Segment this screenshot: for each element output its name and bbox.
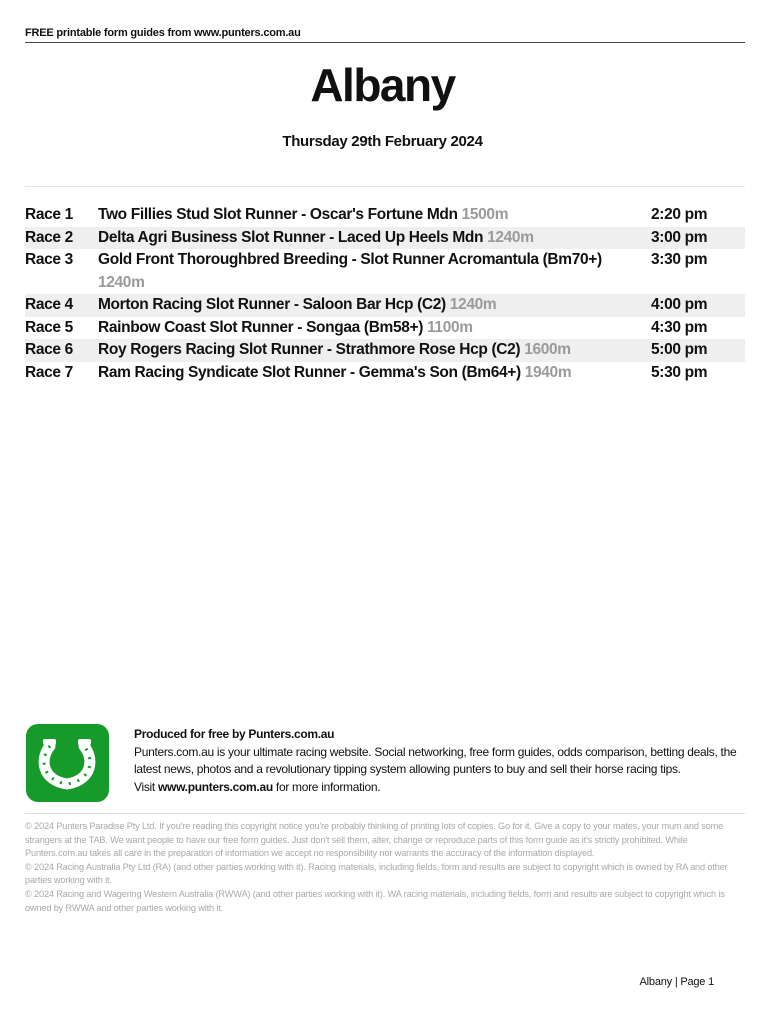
race-name bbox=[98, 339, 651, 362]
race-distance: 1240m bbox=[98, 273, 145, 291]
race-title: Roy Rogers Racing Slot Runner - Strathmore Rose Hcp (C2) bbox=[98, 341, 521, 358]
race-name bbox=[98, 362, 651, 385]
race-time: 5:00 pm bbox=[651, 341, 708, 358]
website-link[interactable]: www.punters.com.au bbox=[158, 779, 273, 794]
race-name bbox=[98, 294, 651, 317]
race-row bbox=[25, 227, 745, 250]
race-title: Delta Agri Business Slot Runner - Laced Up Heels Mdn bbox=[98, 228, 484, 246]
race-row bbox=[25, 362, 745, 385]
race-distance: 1500m bbox=[461, 206, 509, 223]
venue-title: Albany bbox=[310, 59, 455, 111]
divider bbox=[25, 813, 745, 814]
race-title: Two Fillies Stud Slot Runner - Oscar's Fortune Mdn bbox=[98, 206, 458, 223]
copyright-punters: © 2024 Punters Paradise Pty Ltd. If you're reading this copyright notice you're probably thinking of printing lots of copies. Go for it. Give a copy to your mates, your mum and some strangers at the TAB. We want people to have our free form guides. Just don't sell them, alter, change or reproduce parts of this form guide as it's strictly prohibited. While Punters.com.au takes all care in the preparation of information we accept no responsibility nor warrants the accuracy of the information displayed. bbox=[25, 821, 724, 859]
visit-line bbox=[134, 779, 749, 797]
race-distance: 1240m bbox=[449, 296, 497, 313]
race-title: Gold Front Thoroughbred Breeding - Slot Runner Acromantula (Bm70+) bbox=[98, 251, 602, 268]
race-time: 5:30 pm bbox=[651, 363, 708, 381]
copyright-block bbox=[25, 820, 747, 915]
visit-suffix: for more information. bbox=[275, 779, 381, 794]
race-distance: 1240m bbox=[487, 228, 534, 246]
race-name bbox=[98, 317, 651, 340]
race-row bbox=[25, 339, 745, 362]
race-time: 4:30 pm bbox=[651, 318, 708, 336]
race-number: Race 4 bbox=[25, 296, 73, 313]
race-list bbox=[25, 204, 745, 384]
race-distance: 1100m bbox=[427, 318, 473, 336]
race-row bbox=[25, 294, 745, 317]
race-title: Morton Racing Slot Runner - Saloon Bar Hcp (C2) bbox=[98, 296, 446, 313]
page-footer: Albany | Page 1 bbox=[639, 976, 714, 988]
race-title: Ram Racing Syndicate Slot Runner - Gemma's Son (Bm64+) bbox=[98, 363, 521, 381]
header-tagline: FREE printable form guides from www.punters.com.au bbox=[25, 27, 745, 43]
race-name bbox=[98, 204, 651, 227]
race-name bbox=[98, 227, 651, 250]
race-time: 3:30 pm bbox=[651, 251, 708, 268]
produced-body: Punters.com.au is your ultimate racing website. Social networking, free form guides, odds comparison, betting deals, the latest news, photos and a revolutionary tipping system allowing punters to buy and sell their horse racing tips. bbox=[134, 744, 737, 776]
punters-logo bbox=[26, 724, 109, 802]
copyright-rwwa: © 2024 Racing and Wagering Western Australia (RWWA) (and other parties working with it). WA racing materials, including fields, form and results are subject to copyright which is owned by RWWA and other parties working with it. bbox=[25, 888, 725, 913]
race-time: 3:00 pm bbox=[651, 228, 708, 246]
race-date: Thursday 29th February 2024 bbox=[282, 133, 483, 150]
race-number: Race 3 bbox=[25, 251, 73, 268]
race-time: 2:20 pm bbox=[651, 206, 708, 223]
race-name bbox=[98, 249, 651, 294]
visit-prefix: Visit bbox=[134, 779, 155, 794]
race-number: Race 2 bbox=[25, 228, 73, 246]
produced-heading: Produced for free by Punters.com.au bbox=[134, 727, 335, 741]
race-distance: 1600m bbox=[524, 341, 571, 358]
race-distance: 1940m bbox=[524, 363, 572, 381]
produced-by-block bbox=[134, 726, 749, 796]
race-row bbox=[25, 317, 745, 340]
race-title: Rainbow Coast Slot Runner - Songaa (Bm58+) bbox=[98, 318, 424, 336]
race-number: Race 5 bbox=[25, 318, 73, 336]
copyright-ra: © 2024 Racing Australia Pty Ltd (RA) (and other parties working with it). Racing materials, including fields, form and results are subject to copyright which is owned by RA and other parties working with it. bbox=[25, 861, 728, 886]
race-time: 4:00 pm bbox=[651, 296, 708, 313]
race-number: Race 6 bbox=[25, 341, 73, 358]
horseshoe-icon bbox=[26, 724, 109, 802]
race-number: Race 7 bbox=[25, 363, 73, 381]
race-row bbox=[25, 249, 745, 294]
race-row bbox=[25, 204, 745, 227]
divider bbox=[25, 186, 745, 187]
race-number: Race 1 bbox=[25, 206, 73, 223]
